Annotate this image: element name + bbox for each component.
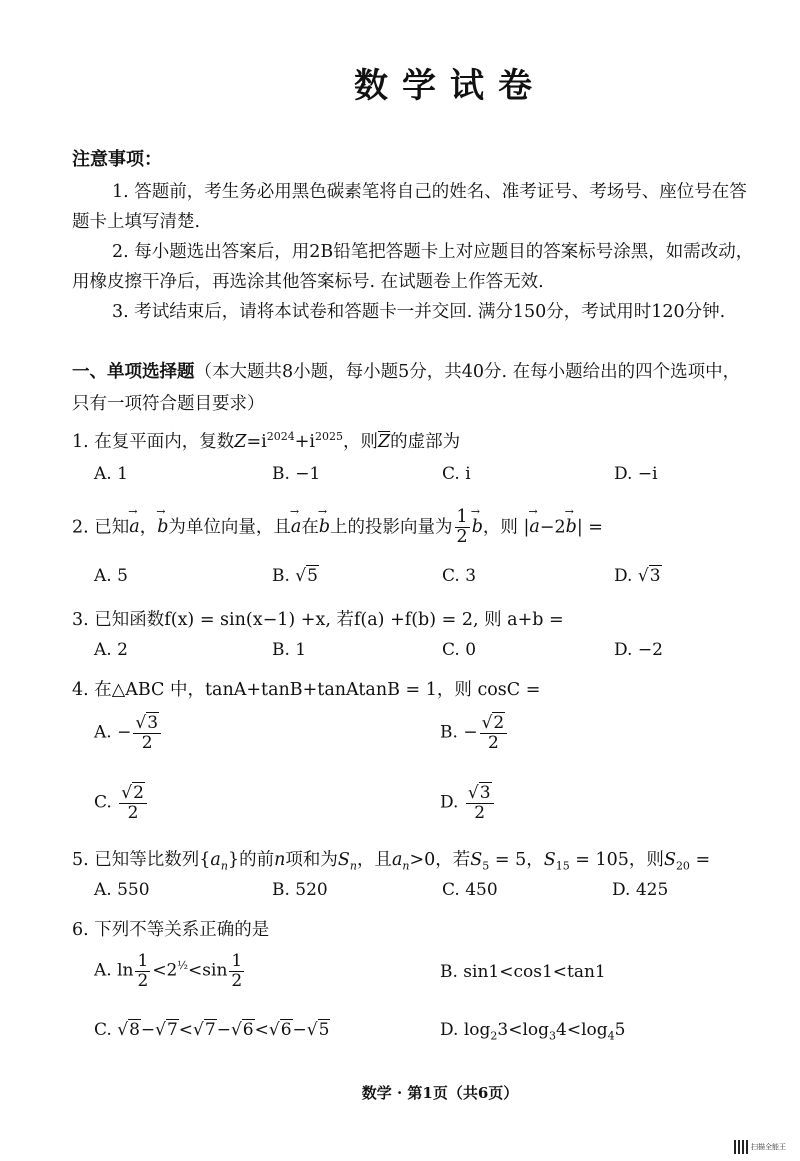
q2-vec-a2: a → (291, 517, 301, 537)
scanner-watermark (734, 1139, 794, 1155)
q6-optD-3: 3<log (497, 1020, 550, 1040)
q5-pre: 5. 已知等比数列{ (72, 850, 211, 870)
q6-option-a (94, 952, 246, 990)
q1-eq: =i (246, 432, 267, 452)
question-3: 3. 已知函数f(x) = sin(x−1) +x, 若f(a) +f(b) = 2, 则 a+b = (72, 610, 564, 630)
page-footer: 数学 · 第1页（共6页） (361, 1084, 519, 1102)
question-6: 6. 下列不等关系正确的是 (72, 920, 270, 940)
q6-optC-r6b: 6 (280, 1020, 292, 1040)
q1-option-b: B. −1 (272, 464, 321, 484)
q4-optB-label: B. (440, 722, 458, 743)
q1-post1: ，则 (342, 432, 378, 452)
q2-optB-rad: 5 (307, 566, 318, 586)
q3-option-c: C. 0 (442, 640, 477, 660)
q5-mid3: ，且 (356, 850, 392, 870)
q6-frac1-num: 1 (137, 951, 149, 971)
q6-optD-label: D. log (440, 1020, 491, 1040)
q2-mid3: 上的投影向量为 (330, 517, 453, 538)
q6-option-c: C. √8−√7<√7−√6<√6−√5 (94, 1020, 330, 1040)
q5-n: n (274, 850, 286, 870)
q5-a: a (210, 850, 221, 870)
q6-optA-frac2 (229, 952, 244, 990)
q4-option-c (94, 784, 149, 822)
q6-optC-r5: 5 (318, 1020, 330, 1040)
page-title: 数学试卷 (354, 66, 546, 106)
note-line-4: 用橡皮擦干净后，再选涂其他答案标号. 在试题卷上作答无效. (72, 272, 544, 292)
q2-vec-b4: b → (566, 517, 577, 537)
q5-v15: = 105，则 (569, 850, 664, 870)
q6-optA-label: A. ln (94, 960, 134, 981)
q4-optB-sign: − (463, 722, 478, 743)
q2-fraction (455, 508, 470, 548)
q5-option-a: A. 550 (94, 880, 150, 900)
q2-optD-rad: 3 (649, 566, 661, 586)
q5-S20-sub: 20 (675, 859, 690, 873)
q6-optC-r8: 8 (129, 1020, 140, 1040)
q6-optA-frac1 (135, 952, 150, 990)
q3-option-a: A. 2 (94, 640, 128, 660)
q1-option-a: A. 1 (94, 464, 128, 484)
q2-option-d: D. √3 (614, 566, 661, 586)
q1-exp1: 2024 (266, 430, 295, 444)
q6-optD-b2: 2 (490, 1029, 498, 1043)
notes-heading: 注意事项： (72, 149, 162, 170)
q4-optC-rad: 2 (133, 783, 144, 803)
q3-option-d: D. −2 (614, 640, 663, 660)
note-line-3: 2. 每小题选出答案后，用2B铅笔把答题卡上对应题目的答案标号涂黑，如需改动， (112, 242, 754, 262)
q4-optB-rad: 2 (493, 713, 505, 733)
q5-S15-sub: 15 (555, 859, 570, 873)
q1-option-d: D. −i (614, 464, 658, 484)
q2-option-b: B. √5 (272, 566, 318, 586)
question-4: 4. 在△ABC 中，tanA+tanB+tanAtanB = 1，则 cosC = (72, 680, 541, 700)
q6-optC-r6: 6 (242, 1020, 254, 1040)
q4-optD-frac: $\frac{√3}{2}$ (466, 784, 494, 822)
q2-vec-a: a → (129, 517, 139, 537)
q2-comma: ， (139, 517, 158, 538)
q4-optD-den: 2 (474, 802, 486, 823)
q4-optC-den: 2 (127, 802, 139, 823)
q5-option-c: C. 450 (442, 880, 498, 900)
q2-post2: | = (576, 517, 603, 538)
q6-optA-lt2: <sin (188, 960, 228, 981)
q2-minus: −2 (539, 517, 566, 538)
question-1 (72, 428, 460, 453)
qr-code-icon (734, 1140, 748, 1154)
q6-optD-b3: 3 (549, 1029, 557, 1043)
q4-option-a (94, 714, 163, 752)
q5-a2-sub: n (402, 859, 410, 873)
q5-end: = (689, 850, 711, 870)
q5-option-b: B. 520 (272, 880, 328, 900)
q6-optC-label: C. (94, 1020, 112, 1040)
q5-S: S (337, 850, 350, 870)
q5-v5: = 5， (489, 850, 544, 870)
q5-S-sub: n (349, 859, 357, 873)
section-desc-2: 只有一项符合题目要求） (72, 394, 265, 414)
q2-option-c: C. 3 (442, 566, 477, 586)
question-2 (72, 508, 603, 548)
q5-mid4: >0，若 (409, 850, 471, 870)
q4-option-d (440, 784, 496, 822)
q2-mid1: 为单位向量，且 (168, 517, 291, 538)
section-heading (72, 358, 740, 383)
q5-option-d: D. 425 (612, 880, 669, 900)
q5-mid2: 项和为 (285, 850, 338, 870)
q1-z: Z (234, 432, 247, 452)
q2-option-a: A. 5 (94, 566, 128, 586)
q1-exp2: 2025 (314, 430, 343, 444)
q1-mid: +i (294, 432, 315, 452)
note-line-5: 3. 考试结束后，请将本试卷和答题卡一并交回. 满分150分，考试用时120分钟. (112, 302, 726, 322)
q2-frac-num: 1 (456, 507, 468, 527)
q2-vec-a3: a → (529, 517, 539, 537)
q4-optA-rad: 3 (147, 713, 159, 733)
q6-optD-5: 5 (614, 1020, 626, 1040)
q6-optD-4: 4<log (556, 1020, 608, 1040)
q5-S20: S (663, 850, 676, 870)
q2-vec-b3: b → (472, 517, 483, 537)
q5-S15: S (543, 850, 556, 870)
q6-optD-b4: 4 (607, 1029, 615, 1043)
q5-mid1: }的前 (227, 850, 275, 870)
q2-pre: 2. 已知 (72, 517, 130, 538)
q6-frac2-num: 1 (231, 951, 243, 971)
q4-optB-frac: $\frac{√2}{2}$ (480, 714, 508, 752)
q5-a2: a (391, 850, 403, 870)
q6-optC-r7: 7 (166, 1020, 178, 1040)
section-desc: （本大题共8小题，每小题5分，共40分. 在每小题给出的四个选项中， (194, 362, 741, 382)
q2-frac-den: 2 (456, 527, 468, 548)
q5-S5: S (470, 850, 483, 870)
q2-mid2: 在 (301, 517, 319, 538)
section-title: 一、单项选择题 (72, 362, 195, 382)
q1-zbar: $\overline{Z}$ (377, 432, 391, 452)
q6-optA-lt1: <2 (152, 960, 178, 981)
q5-S5-sub: 5 (482, 859, 490, 873)
question-5 (72, 846, 710, 873)
q2-vec-b2: b → (319, 517, 330, 537)
q6-optC-r7b: 7 (204, 1020, 216, 1040)
q6-frac2-den: 2 (231, 970, 243, 991)
q2-optB-label: B. (272, 566, 290, 586)
q3-option-b: B. 1 (272, 640, 307, 660)
q6-option-b: B. sin1<cos1<tan1 (440, 962, 606, 982)
q4-optA-sign: − (117, 722, 132, 743)
q2-optD-label: D. (614, 566, 633, 586)
q4-optD-rad: 3 (479, 783, 491, 803)
note-line-2: 题卡上填写清楚. (72, 212, 201, 232)
q4-optB-den: 2 (487, 732, 499, 753)
q1-option-c: C. i (442, 464, 471, 484)
q1-pre: 1. 在复平面内，复数 (72, 432, 235, 452)
q1-post2: 的虚部为 (390, 432, 461, 452)
q4-optC-label: C. (94, 792, 112, 813)
q4-optA-label: A. (94, 722, 112, 743)
note-line-1: 1. 答题前，考生务必用黑色碳素笔将自己的姓名、准考证号、考场号、座位号在答 (112, 182, 747, 202)
q6-optA-exp: ½ (177, 959, 189, 973)
q4-optD-label: D. (440, 792, 459, 813)
q4-option-b (440, 714, 509, 752)
q2-post1: ，则 | (482, 517, 530, 538)
q2-vec-b: b → (157, 517, 168, 537)
q5-a-sub: n (220, 859, 228, 873)
q4-optA-frac: $\frac{√3}{2}$ (133, 714, 161, 752)
q4-optC-frac: $\frac{√2}{2}$ (119, 784, 147, 822)
q4-optA-den: 2 (141, 732, 153, 753)
watermark-text: 扫描全能王 (751, 1143, 786, 1151)
q6-option-d (440, 1020, 625, 1042)
q6-frac1-den: 2 (137, 970, 149, 991)
